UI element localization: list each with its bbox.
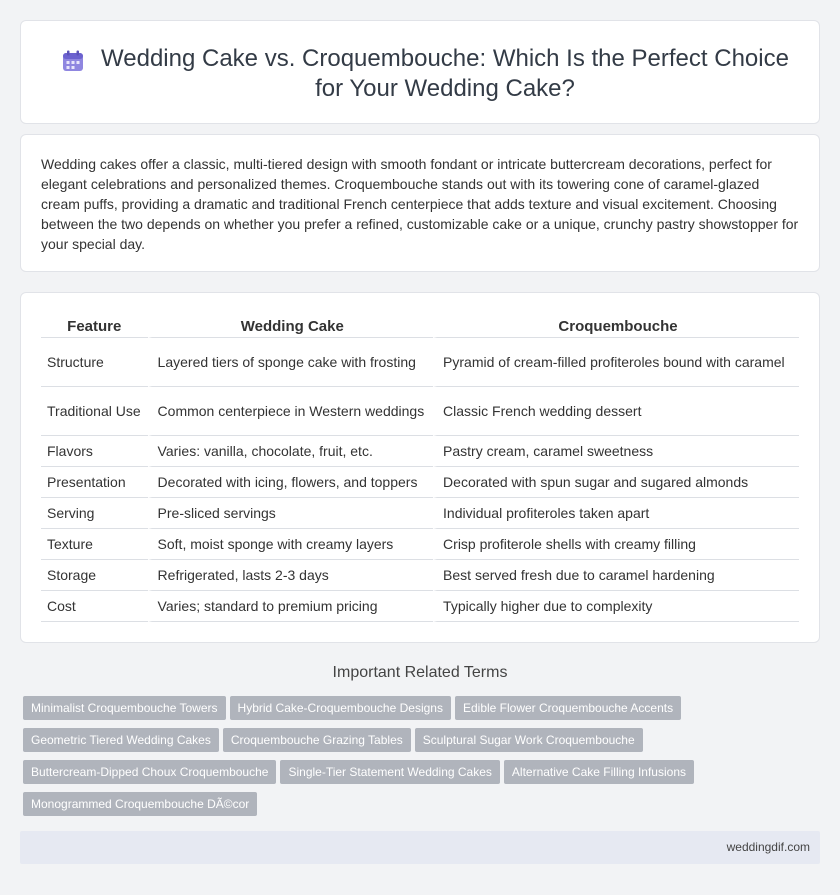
cell-feature: Cost <box>41 591 148 622</box>
cell-feature: Storage <box>41 560 148 591</box>
cell-wedding-cake: Soft, moist sponge with creamy layers <box>148 529 434 560</box>
table-row <box>41 338 799 387</box>
comparison-table <box>41 313 799 622</box>
header-wedding-cake: Wedding Cake <box>148 313 434 338</box>
table-row <box>41 529 799 560</box>
table-row <box>41 560 799 591</box>
related-terms-tags <box>23 696 813 824</box>
footer-site-link[interactable]: weddingdif.com <box>726 840 810 854</box>
related-tag[interactable]: Geometric Tiered Wedding Cakes <box>23 728 219 752</box>
header-croquembouche: Croquembouche <box>433 313 799 338</box>
table-row <box>41 436 799 467</box>
related-tag[interactable]: Minimalist Croquembouche Towers <box>23 696 226 720</box>
cell-wedding-cake: Refrigerated, lasts 2-3 days <box>148 560 434 591</box>
cell-wedding-cake: Varies; standard to premium pricing <box>148 591 434 622</box>
cell-croquembouche: Typically higher due to complexity <box>433 591 799 622</box>
cell-croquembouche: Best served fresh due to caramel hardening <box>433 560 799 591</box>
related-tag[interactable]: Single-Tier Statement Wedding Cakes <box>280 760 499 784</box>
cell-wedding-cake: Pre-sliced servings <box>148 498 434 529</box>
related-tag[interactable]: Alternative Cake Filling Infusions <box>504 760 694 784</box>
cell-croquembouche: Individual profiteroles taken apart <box>433 498 799 529</box>
comparison-table-card <box>20 292 820 643</box>
table-row <box>41 467 799 498</box>
page-title: Wedding Cake vs. Croquembouche: Which Is the Perfect Choice for Your Wedding Cake? <box>101 45 789 102</box>
related-tag[interactable]: Edible Flower Croquembouche Accents <box>455 696 681 720</box>
cell-feature: Serving <box>41 498 148 529</box>
table-row <box>41 591 799 622</box>
cell-croquembouche: Classic French wedding dessert <box>433 387 799 436</box>
cell-croquembouche: Decorated with spun sugar and sugared almonds <box>433 467 799 498</box>
cell-wedding-cake: Layered tiers of sponge cake with frosting <box>148 338 434 387</box>
cell-feature: Texture <box>41 529 148 560</box>
related-terms-heading: Important Related Terms <box>332 664 508 681</box>
related-tag[interactable]: Croquembouche Grazing Tables <box>223 728 411 752</box>
related-tag[interactable]: Buttercream-Dipped Choux Croquembouche <box>23 760 276 784</box>
intro-paragraph: Wedding cakes offer a classic, multi-tiered design with smooth fondant or intricate buttercream decorations, perfect for elegant celebrations and personalized themes. Croquembouche stands out with its towering cone of caramel-glazed cream puffs, providing a dramatic and traditional French centerpiece that adds texture and visual excitement. Choosing between the two depends on whether you prefer a refined, customizable cake or a unique, crunchy pastry showstopper for your special day. <box>41 156 799 252</box>
title-card <box>20 20 820 124</box>
cell-feature: Presentation <box>41 467 148 498</box>
cell-wedding-cake: Decorated with icing, flowers, and toppers <box>148 467 434 498</box>
table-header-row <box>41 313 799 338</box>
footer-bar <box>20 831 820 864</box>
cell-feature: Structure <box>41 338 148 387</box>
related-tag[interactable]: Monogrammed Croquembouche DÃ©cor <box>23 792 257 816</box>
related-tag[interactable]: Hybrid Cake-Croquembouche Designs <box>230 696 451 720</box>
related-tag[interactable]: Sculptural Sugar Work Croquembouche <box>415 728 643 752</box>
cell-croquembouche: Crisp profiterole shells with creamy filling <box>433 529 799 560</box>
cell-feature: Flavors <box>41 436 148 467</box>
cell-croquembouche: Pyramid of cream-filled profiteroles bound with caramel <box>433 338 799 387</box>
header-feature: Feature <box>41 313 148 338</box>
cell-croquembouche: Pastry cream, caramel sweetness <box>433 436 799 467</box>
cell-wedding-cake: Varies: vanilla, chocolate, fruit, etc. <box>148 436 434 467</box>
table-row <box>41 498 799 529</box>
intro-card <box>20 134 820 272</box>
cell-feature: Traditional Use <box>41 387 148 436</box>
cell-wedding-cake: Common centerpiece in Western weddings <box>148 387 434 436</box>
table-row <box>41 387 799 436</box>
